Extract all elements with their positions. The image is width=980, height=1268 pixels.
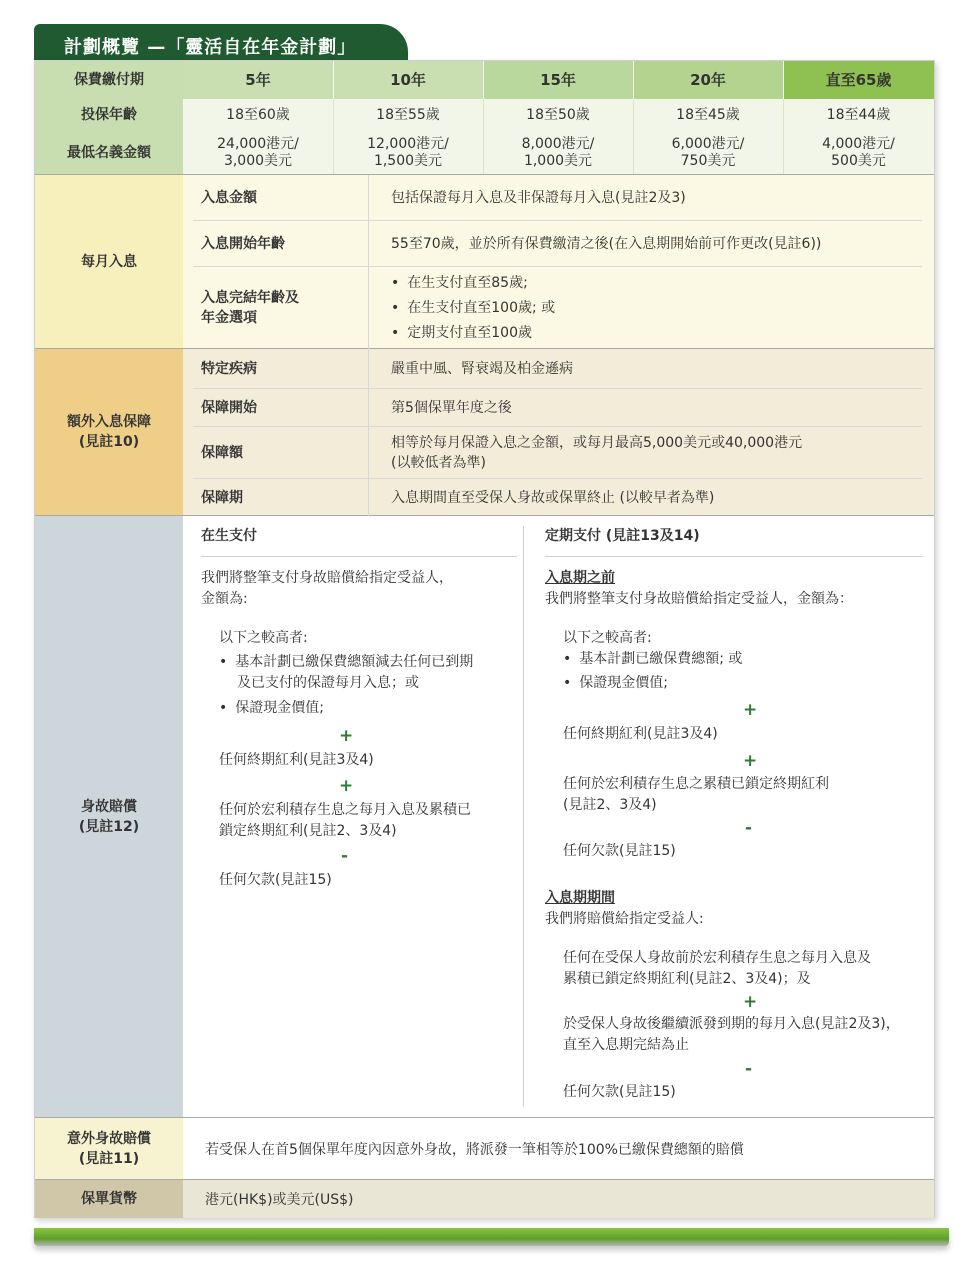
monthly-row-amount: 入息金額 包括保證每月入息及非保證每月入息(見註2及3)	[193, 175, 922, 221]
extra-row-amount: 保障額 相等於每月保證入息之金額，或每月最高5,000美元或40,000港元 (以較低者為準)	[193, 427, 922, 479]
period-15: 15年	[483, 61, 633, 99]
whole-life-payout-column: 在生支付 我們將整筆支付身故賠償給指定受益人， 金額為: 以下之較高者: • 基本計劃已繳保費總額減去任何已到期 及已支付的保證每月入息；或 • 保證現金價值; + 任何終期紅利(見註3及4) + 任何於宏利積存生息之每月入息及累積已 鎖定終期紅利(見註2、3及4) - 任何欠款(見註15)	[193, 516, 523, 1117]
period-10: 10年	[333, 61, 483, 99]
age-10: 18至55歲	[376, 106, 440, 123]
accidental-death-label: 意外身故賠償 (見註11)	[35, 1118, 183, 1179]
annuity-option-1: • 在生支付直至85歲;	[391, 271, 528, 296]
plan-title: 計劃概覽 —「靈活自在年金計劃」	[34, 24, 408, 62]
min-65: 4,000港元/ 500美元	[822, 135, 895, 169]
annuity-option-3: • 定期支付直至100歲	[391, 321, 532, 346]
fixed-term-payout-column: 定期支付 (見註13及14) 入息期之前 我們將整筆支付身故賠償給指定受益人，金額為： 以下之較高者: • 基本計劃已繳保費總額; 或 • 保證現金價值; + 任何終期紅利(見註3及4) + 任何於宏利積存生息之累積已鎖定終期紅利 (見註2、3及4) - 任何欠款(見註15) 入息期期間 我們將賠償給指定受益人: 任何在受保人身故前於宏利積存生息之每月入息及 累積已鎖定終期紅利(見註2、3及4)；及 + 於受保人身故後繼續派發到期的每月入息(見註2及3)， 直至入息期完結為止 - 任何欠款(見註15)	[535, 516, 930, 1117]
entry-age-label: 投保年齡	[35, 99, 183, 131]
min-5: 24,000港元/ 3,000美元	[217, 135, 299, 169]
minus-icon: -	[745, 1059, 753, 1079]
min-15: 8,000港元/ 1,000美元	[521, 135, 595, 169]
death-benefit-section	[35, 516, 934, 1118]
min-amount-label: 最低名義金額	[35, 131, 183, 174]
period-65: 直至65歲	[783, 61, 934, 99]
min-10: 12,000港元/ 1,500美元	[367, 135, 449, 169]
monthly-income-label: 每月入息	[35, 175, 183, 348]
monthly-row-start-age: 入息開始年齡 55至70歲，並於所有保費繳清之後(在入息期開始前可作更改(見註6))	[193, 221, 922, 267]
minus-icon: -	[745, 818, 753, 838]
age-5: 18至60歲	[226, 106, 290, 123]
minus-icon: -	[341, 846, 349, 866]
plus-icon: +	[339, 776, 354, 796]
plan-table	[34, 60, 935, 1218]
monthly-row-end-age: 入息完結年齡及 年金選項 • 在生支付直至85歲; • 在生支付直至100歲; 或 • 定期支付直至100歲	[193, 267, 922, 349]
policy-currency-label: 保單貨幣	[35, 1180, 183, 1218]
min-20: 6,000港元/ 750美元	[671, 135, 745, 169]
policy-currency-text: 港元(HK$)或美元(US$)	[205, 1192, 354, 1208]
plus-icon: +	[743, 700, 758, 720]
age-20: 18至45歲	[676, 106, 740, 123]
monthly-income-section	[35, 175, 934, 349]
premium-period-row	[35, 61, 934, 99]
bottom-green-bar	[34, 1228, 949, 1246]
plus-icon: +	[743, 751, 758, 771]
extra-protection-section	[35, 349, 934, 516]
age-65: 18至44歲	[826, 106, 891, 123]
extra-row-illness: 特定疾病 嚴重中風、腎衰竭及柏金遜病	[193, 349, 922, 389]
accidental-death-text: 若受保人在首5個保單年度內因意外身故，將派發一筆相等於100%已繳保費總額的賠償	[205, 1141, 744, 1158]
plus-icon: +	[339, 726, 354, 746]
min-amount-row	[35, 131, 934, 175]
annuity-option-2: • 在生支付直至100歲; 或	[391, 296, 555, 321]
age-15: 18至50歲	[526, 106, 590, 123]
accidental-death-section	[35, 1118, 934, 1180]
death-benefit-label: 身故賠償 (見註12)	[35, 516, 183, 1117]
extra-row-start: 保障開始 第5個保單年度之後	[193, 389, 922, 427]
policy-currency-section	[35, 1180, 934, 1218]
period-5: 5年	[183, 61, 333, 99]
period-20: 20年	[633, 61, 783, 99]
extra-row-period: 保障期 入息期間直至受保人身故或保單終止 (以較早者為準)	[193, 479, 922, 516]
extra-protection-label: 額外入息保障 (見註10)	[35, 349, 183, 515]
premium-period-label: 保費繳付期	[35, 61, 183, 99]
entry-age-row	[35, 99, 934, 131]
plus-icon: +	[743, 992, 758, 1012]
